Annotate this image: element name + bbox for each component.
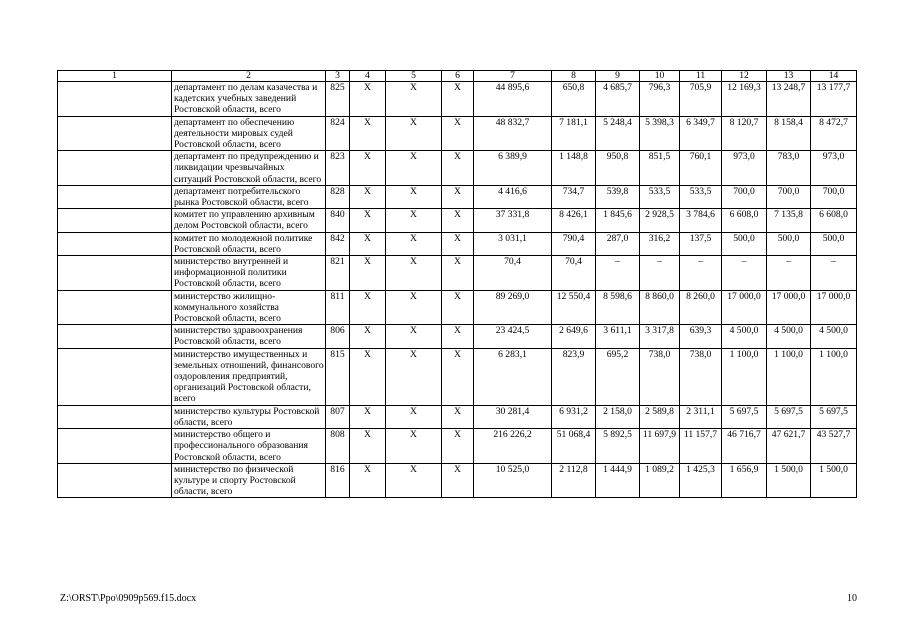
table-cell-col-12: 5 697,5: [722, 405, 767, 428]
table-cell-col-10: 851,5: [640, 151, 680, 186]
table-cell-col-12: 46 716,7: [722, 429, 767, 464]
table-cell-col-9: 5 248,4: [596, 116, 640, 151]
table-cell-col-9: 3 611,1: [596, 325, 640, 348]
footer-file-path: Z:\ORST\Ppo\0909p569.f15.docx: [60, 593, 197, 604]
table-cell-col-code: 821: [326, 256, 350, 291]
table-cell-col-12: 973,0: [722, 151, 767, 186]
table-row: [58, 325, 857, 348]
table-cell-col-code: 816: [326, 463, 350, 498]
table-cell-col-4: X: [350, 185, 386, 208]
table-cell-col-9: 1 444,9: [596, 463, 640, 498]
table-cell-col-5: X: [386, 82, 442, 117]
table-cell-col-14: 6 608,0: [811, 209, 857, 232]
table-cell-col-9: 1 845,6: [596, 209, 640, 232]
table-cell-col-11: 3 784,6: [680, 209, 722, 232]
table-cell-col-5: X: [386, 185, 442, 208]
table-cell-col-4: X: [350, 348, 386, 405]
table-cell-col-5: X: [386, 405, 442, 428]
table-cell-col-11: 8 260,0: [680, 290, 722, 325]
table-row: [58, 348, 857, 405]
table-header: [58, 71, 857, 82]
table-cell-col-6: X: [442, 405, 474, 428]
table-cell-col-total: 70,4: [474, 256, 552, 291]
header-cell-col-8: 8: [552, 71, 596, 82]
table-cell-col-6: X: [442, 290, 474, 325]
table-cell-col-10: 3 317,8: [640, 325, 680, 348]
table-cell-col-name: департамент по предупреждению и ликвидации чрезвычайных ситуаций Ростовской области, всего: [172, 151, 326, 186]
table-cell-col-number: [58, 429, 172, 464]
table-row: [58, 185, 857, 208]
table-cell-col-10: 738,0: [640, 348, 680, 405]
table-cell-col-code: 823: [326, 151, 350, 186]
table-cell-col-10: 533,5: [640, 185, 680, 208]
table-cell-col-4: X: [350, 429, 386, 464]
table-cell-col-14: 973,0: [811, 151, 857, 186]
table-cell-col-13: 1 100,0: [767, 348, 811, 405]
table-cell-col-11: 705,9: [680, 82, 722, 117]
table-cell-col-14: 13 177,7: [811, 82, 857, 117]
table-cell-col-9: 539,8: [596, 185, 640, 208]
table-cell-col-number: [58, 290, 172, 325]
table-cell-col-12: 6 608,0: [722, 209, 767, 232]
table-cell-col-13: 500,0: [767, 232, 811, 255]
table-cell-col-code: 842: [326, 232, 350, 255]
budget-table: [57, 70, 857, 498]
table-cell-col-number: [58, 82, 172, 117]
table-cell-col-code: 824: [326, 116, 350, 151]
table-cell-col-name: департамент по обеспечению деятельности мировых судей Ростовской области, всего: [172, 116, 326, 151]
header-cell-col-9: 9: [596, 71, 640, 82]
table-cell-col-5: X: [386, 151, 442, 186]
table-cell-col-6: X: [442, 116, 474, 151]
table-cell-col-5: X: [386, 348, 442, 405]
table-cell-col-code: 806: [326, 325, 350, 348]
table-cell-col-11: 760,1: [680, 151, 722, 186]
header-cell-col-4: 4: [350, 71, 386, 82]
table-cell-col-8: 650,8: [552, 82, 596, 117]
table-cell-col-name: департамент потребительского рынка Ростовской области, всего: [172, 185, 326, 208]
table-cell-col-6: X: [442, 348, 474, 405]
table-cell-col-14: 4 500,0: [811, 325, 857, 348]
table-cell-col-total: 48 832,7: [474, 116, 552, 151]
table-cell-col-5: X: [386, 463, 442, 498]
table-cell-col-total: 30 281,4: [474, 405, 552, 428]
table-cell-col-name: министерство жилищно-коммунального хозяйства Ростовской области, всего: [172, 290, 326, 325]
header-cell-col-12: 12: [722, 71, 767, 82]
table-cell-col-4: X: [350, 209, 386, 232]
table-row: [58, 429, 857, 464]
table-cell-col-10: 316,2: [640, 232, 680, 255]
table-cell-col-9: 5 892,5: [596, 429, 640, 464]
table-cell-col-14: 17 000,0: [811, 290, 857, 325]
header-cell-col-5: 5: [386, 71, 442, 82]
table-cell-col-name: министерство внутренней и информационной политики Ростовской области, всего: [172, 256, 326, 291]
table-cell-col-12: –: [722, 256, 767, 291]
header-cell-col-code: 3: [326, 71, 350, 82]
table-cell-col-name: департамент по делам казачества и кадетских учебных заведений Ростовской области, всего: [172, 82, 326, 117]
table-cell-col-8: 734,7: [552, 185, 596, 208]
table-cell-col-8: 7 181,1: [552, 116, 596, 151]
table-cell-col-13: 1 500,0: [767, 463, 811, 498]
table-cell-col-total: 216 226,2: [474, 429, 552, 464]
table-cell-col-number: [58, 256, 172, 291]
table-cell-col-5: X: [386, 232, 442, 255]
table-cell-col-code: 840: [326, 209, 350, 232]
table-cell-col-14: 1 100,0: [811, 348, 857, 405]
table-cell-col-8: 6 931,2: [552, 405, 596, 428]
table-cell-col-code: 815: [326, 348, 350, 405]
table-cell-col-number: [58, 209, 172, 232]
table-cell-col-number: [58, 463, 172, 498]
table-cell-col-name: министерство имущественных и земельных отношений, финансового оздоровления предприятий, организаций Ростовской области, всего: [172, 348, 326, 405]
table-cell-col-4: X: [350, 116, 386, 151]
table-cell-col-6: X: [442, 151, 474, 186]
header-cell-col-6: 6: [442, 71, 474, 82]
table-cell-col-12: 500,0: [722, 232, 767, 255]
table-cell-col-4: X: [350, 463, 386, 498]
table-cell-col-code: 807: [326, 405, 350, 428]
table-cell-col-4: X: [350, 256, 386, 291]
table-cell-col-code: 828: [326, 185, 350, 208]
table-cell-col-total: 89 269,0: [474, 290, 552, 325]
table-cell-col-9: –: [596, 256, 640, 291]
table-cell-col-number: [58, 348, 172, 405]
table-cell-col-9: 8 598,6: [596, 290, 640, 325]
table-cell-col-5: X: [386, 256, 442, 291]
table-cell-col-name: министерство здравоохранения Ростовской области, всего: [172, 325, 326, 348]
table-cell-col-4: X: [350, 151, 386, 186]
table-cell-col-number: [58, 151, 172, 186]
table-cell-col-6: X: [442, 185, 474, 208]
table-cell-col-9: 950,8: [596, 151, 640, 186]
table-cell-col-6: X: [442, 256, 474, 291]
table-row: [58, 463, 857, 498]
table-cell-col-13: 4 500,0: [767, 325, 811, 348]
table-cell-col-name: министерство общего и профессионального образования Ростовской области, всего: [172, 429, 326, 464]
table-cell-col-6: X: [442, 325, 474, 348]
table-cell-col-12: 12 169,3: [722, 82, 767, 117]
table-cell-col-6: X: [442, 463, 474, 498]
table-cell-col-11: 533,5: [680, 185, 722, 208]
table-cell-col-6: X: [442, 209, 474, 232]
table-cell-col-8: 2 649,6: [552, 325, 596, 348]
table-cell-col-9: 287,0: [596, 232, 640, 255]
table-cell-col-total: 44 895,6: [474, 82, 552, 117]
table-cell-col-12: 8 120,7: [722, 116, 767, 151]
table-cell-col-14: –: [811, 256, 857, 291]
table-cell-col-9: 2 158,0: [596, 405, 640, 428]
table-cell-col-5: X: [386, 290, 442, 325]
table-cell-col-4: X: [350, 232, 386, 255]
table-cell-col-10: 1 089,2: [640, 463, 680, 498]
table-cell-col-8: 51 068,4: [552, 429, 596, 464]
table-cell-col-13: 783,0: [767, 151, 811, 186]
table-cell-col-13: 47 621,7: [767, 429, 811, 464]
table-cell-col-name: комитет по управлению архивным делом Ростовской области, всего: [172, 209, 326, 232]
table-cell-col-9: 4 685,7: [596, 82, 640, 117]
table-cell-col-12: 4 500,0: [722, 325, 767, 348]
table-cell-col-4: X: [350, 405, 386, 428]
table-cell-col-14: 5 697,5: [811, 405, 857, 428]
table-cell-col-10: 11 697,9: [640, 429, 680, 464]
table-cell-col-number: [58, 116, 172, 151]
header-cell-col-total: 7: [474, 71, 552, 82]
header-cell-col-11: 11: [680, 71, 722, 82]
table-cell-col-8: 1 148,8: [552, 151, 596, 186]
table-cell-col-13: 13 248,7: [767, 82, 811, 117]
table-cell-col-14: 500,0: [811, 232, 857, 255]
table-cell-col-name: министерство по физической культуре и спорту Ростовской области, всего: [172, 463, 326, 498]
table-cell-col-name: комитет по молодежной политике Ростовской области, всего: [172, 232, 326, 255]
table-cell-col-12: 17 000,0: [722, 290, 767, 325]
table-cell-col-11: 11 157,7: [680, 429, 722, 464]
table-cell-col-6: X: [442, 82, 474, 117]
table-cell-col-code: 808: [326, 429, 350, 464]
table-cell-col-10: 8 860,0: [640, 290, 680, 325]
table-row: [58, 116, 857, 151]
table-cell-col-13: 17 000,0: [767, 290, 811, 325]
table-cell-col-14: 43 527,7: [811, 429, 857, 464]
table-row: [58, 232, 857, 255]
table-cell-col-4: X: [350, 82, 386, 117]
table-row: [58, 209, 857, 232]
table-cell-col-4: X: [350, 290, 386, 325]
table-cell-col-code: 825: [326, 82, 350, 117]
table-cell-col-total: 4 416,6: [474, 185, 552, 208]
table-cell-col-5: X: [386, 209, 442, 232]
table-row: [58, 405, 857, 428]
table-cell-col-number: [58, 185, 172, 208]
table-cell-col-13: 8 158,4: [767, 116, 811, 151]
table-cell-col-10: –: [640, 256, 680, 291]
table-cell-col-10: 796,3: [640, 82, 680, 117]
table-body: [58, 82, 857, 498]
table-cell-col-10: 5 398,3: [640, 116, 680, 151]
table-cell-col-number: [58, 232, 172, 255]
table-cell-col-5: X: [386, 325, 442, 348]
table-cell-col-total: 10 525,0: [474, 463, 552, 498]
table-cell-col-13: 5 697,5: [767, 405, 811, 428]
table-cell-col-total: 37 331,8: [474, 209, 552, 232]
table-cell-col-14: 8 472,7: [811, 116, 857, 151]
table-cell-col-11: 738,0: [680, 348, 722, 405]
table-cell-col-8: 2 112,8: [552, 463, 596, 498]
table-cell-col-total: 6 283,1: [474, 348, 552, 405]
table-cell-col-11: 137,5: [680, 232, 722, 255]
table-cell-col-14: 1 500,0: [811, 463, 857, 498]
header-cell-col-14: 14: [811, 71, 857, 82]
table-row: [58, 151, 857, 186]
header-cell-col-number: 1: [58, 71, 172, 82]
table-cell-col-8: 790,4: [552, 232, 596, 255]
table-cell-col-12: 700,0: [722, 185, 767, 208]
table-cell-col-13: 700,0: [767, 185, 811, 208]
table-cell-col-13: –: [767, 256, 811, 291]
table-cell-col-4: X: [350, 325, 386, 348]
table-row: [58, 82, 857, 117]
table-cell-col-total: 23 424,5: [474, 325, 552, 348]
table-cell-col-8: 823,9: [552, 348, 596, 405]
table-cell-col-11: –: [680, 256, 722, 291]
table-cell-col-code: 811: [326, 290, 350, 325]
table-cell-col-name: министерство культуры Ростовской области, всего: [172, 405, 326, 428]
table-cell-col-total: 6 389,9: [474, 151, 552, 186]
table-cell-col-10: 2 928,5: [640, 209, 680, 232]
table-cell-col-8: 12 550,4: [552, 290, 596, 325]
table-cell-col-total: 3 031,1: [474, 232, 552, 255]
table-row: [58, 290, 857, 325]
table-cell-col-5: X: [386, 116, 442, 151]
table-cell-col-number: [58, 325, 172, 348]
table-cell-col-13: 7 135,8: [767, 209, 811, 232]
table-cell-col-8: 8 426,1: [552, 209, 596, 232]
table-cell-col-5: X: [386, 429, 442, 464]
table-cell-col-number: [58, 405, 172, 428]
header-cell-col-10: 10: [640, 71, 680, 82]
table-cell-col-11: 1 425,3: [680, 463, 722, 498]
table-cell-col-9: 695,2: [596, 348, 640, 405]
table-cell-col-12: 1 100,0: [722, 348, 767, 405]
header-cell-col-name: 2: [172, 71, 326, 82]
table-cell-col-11: 639,3: [680, 325, 722, 348]
table-row: [58, 256, 857, 291]
table-cell-col-10: 2 589,8: [640, 405, 680, 428]
table-cell-col-8: 70,4: [552, 256, 596, 291]
table-cell-col-6: X: [442, 232, 474, 255]
footer-page-number: 10: [847, 593, 857, 604]
header-row: [58, 71, 857, 82]
table-cell-col-11: 2 311,1: [680, 405, 722, 428]
table-cell-col-6: X: [442, 429, 474, 464]
table-cell-col-14: 700,0: [811, 185, 857, 208]
table-cell-col-12: 1 656,9: [722, 463, 767, 498]
table-cell-col-11: 6 349,7: [680, 116, 722, 151]
header-cell-col-13: 13: [767, 71, 811, 82]
